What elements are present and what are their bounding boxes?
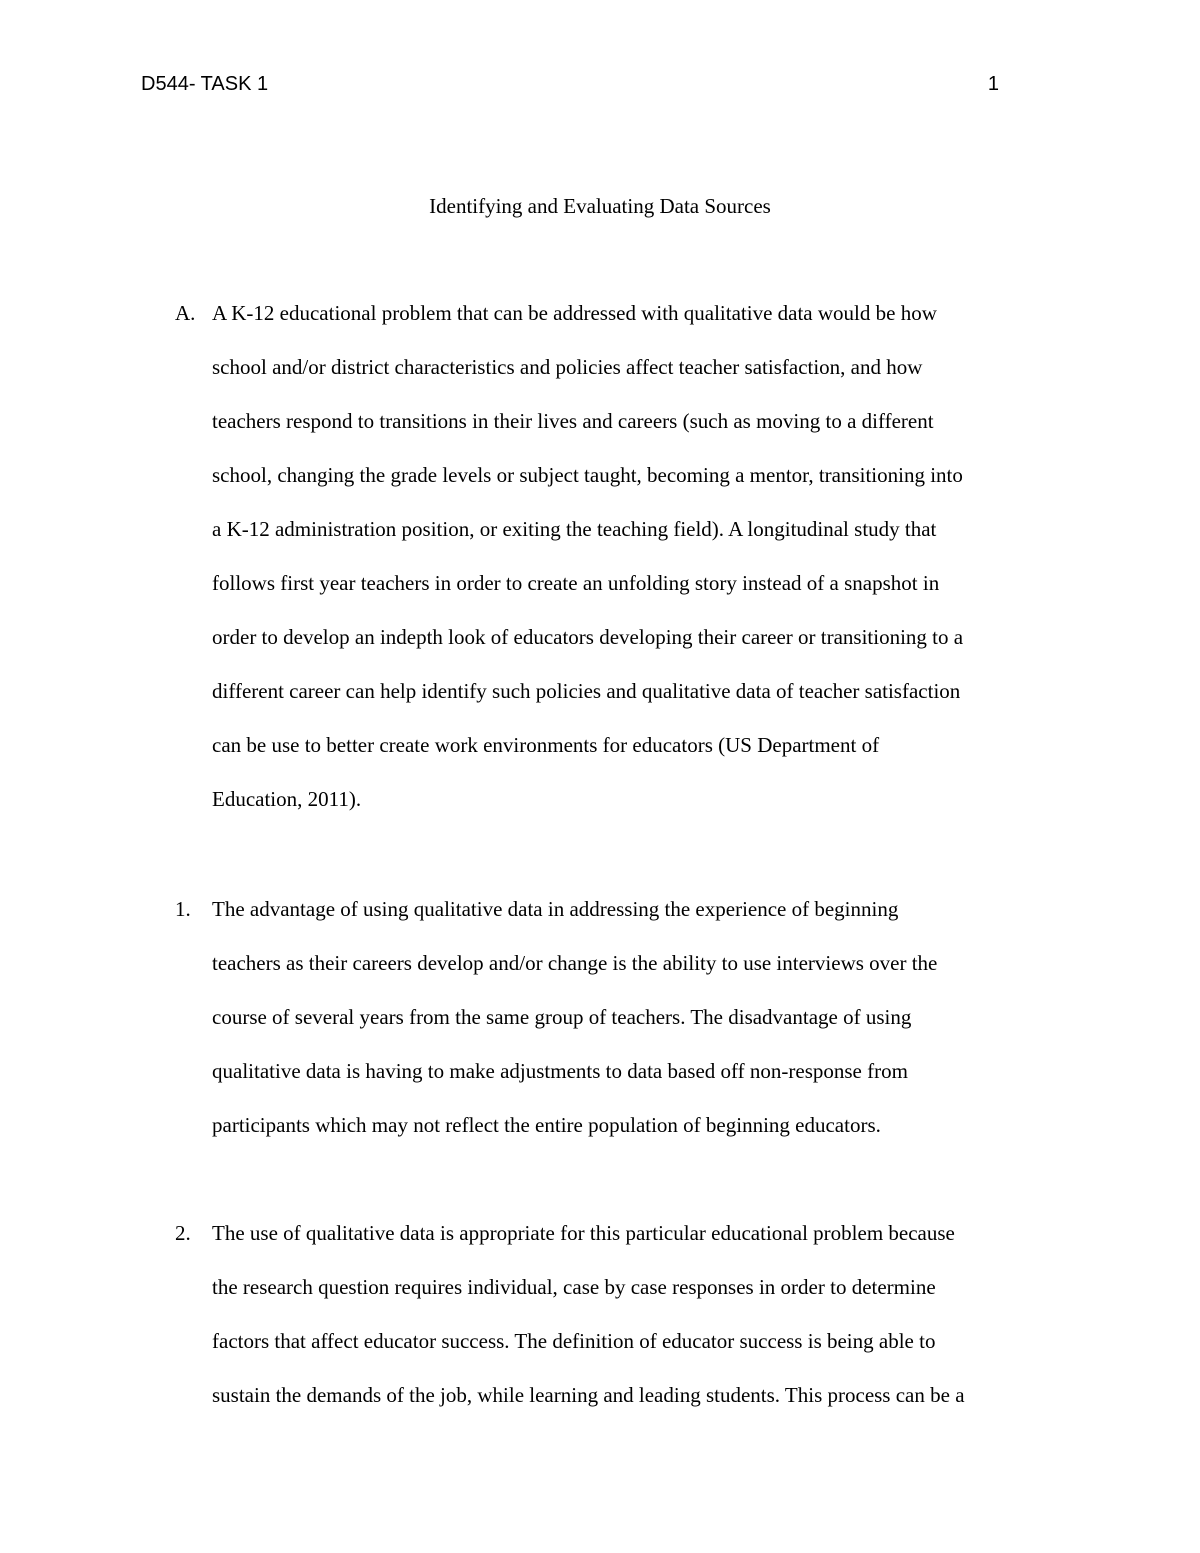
text-line: Education, 2011).: [212, 787, 362, 811]
text-line: different career can help identify such policies and qualitative data of teacher satisfaction: [212, 679, 961, 703]
text-line: A K-12 educational problem that can be addressed with qualitative data would be how: [212, 301, 937, 325]
list-marker: A.: [175, 301, 196, 325]
list-marker: 2.: [175, 1221, 191, 1245]
text-line: teachers as their careers develop and/or change is the ability to use interviews over the: [212, 951, 938, 975]
text-line: school and/or district characteristics and policies affect teacher satisfaction, and how: [212, 355, 923, 379]
text-line: teachers respond to transitions in their lives and careers (such as moving to a different: [212, 409, 934, 433]
list-item-text: [212, 1206, 1062, 1422]
text-line: participants which may not reflect the entire population of beginning educators.: [212, 1113, 881, 1137]
list-item-text: [212, 286, 1062, 826]
text-line: the research question requires individual, case by case responses in order to determine: [212, 1275, 936, 1299]
text-line: follows first year teachers in order to create an unfolding story instead of a snapshot in: [212, 571, 940, 595]
text-line: factors that affect educator success. The definition of educator success is being able to: [212, 1329, 936, 1353]
text-line: qualitative data is having to make adjustments to data based off non-response from: [212, 1059, 908, 1083]
list-item-text: [212, 882, 1062, 1152]
running-head: D544- TASK 1: [141, 73, 269, 95]
text-line: sustain the demands of the job, while learning and leading students. This process can be a: [212, 1383, 965, 1407]
text-line: order to develop an indepth look of educators developing their career or transitioning to a: [212, 625, 964, 649]
text-line: The use of qualitative data is appropriate for this particular educational problem because: [212, 1221, 955, 1245]
page-number: 1: [987, 73, 999, 95]
text-line: The advantage of using qualitative data in addressing the experience of beginning: [212, 897, 899, 921]
text-line: school, changing the grade levels or subject taught, becoming a mentor, transitioning into: [212, 463, 963, 487]
text-line: can be use to better create work environments for educators (US Department of: [212, 733, 880, 757]
list-marker: 1.: [175, 897, 191, 921]
text-line: course of several years from the same group of teachers. The disadvantage of using: [212, 1005, 912, 1029]
text-line: a K-12 administration position, or exiting the teaching field). A longitudinal study that: [212, 517, 937, 541]
document-title: Identifying and Evaluating Data Sources: [429, 194, 771, 218]
